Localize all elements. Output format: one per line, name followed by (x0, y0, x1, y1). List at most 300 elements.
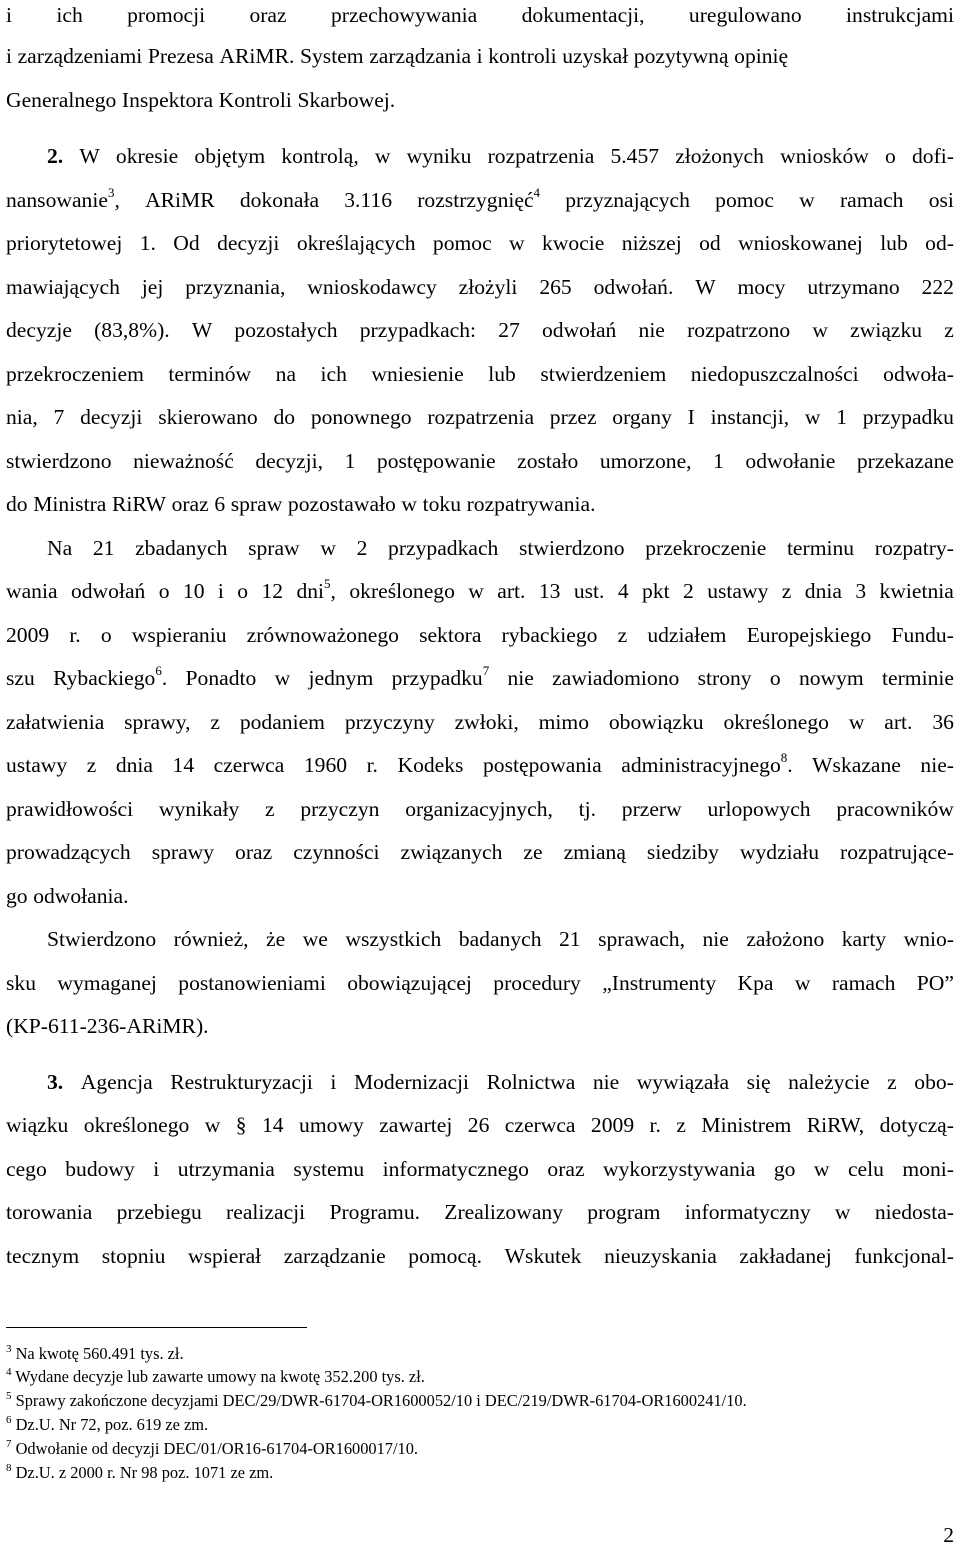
word: nie (638, 318, 665, 342)
word: wszystkich (345, 927, 442, 951)
word: do (273, 405, 296, 429)
word: nia, (6, 405, 38, 429)
word: odwołań (541, 318, 617, 342)
word: postanowieniami (178, 971, 326, 995)
word: ponownego (310, 405, 412, 429)
word: wnio- (903, 927, 954, 951)
word: zarządzeniami (17, 44, 143, 68)
word: z (887, 1070, 897, 1094)
word: Prezesa (147, 44, 214, 68)
footnote-text: Na kwotę 560.491 tys. zł. (11, 1344, 184, 1363)
word: 14 (262, 1113, 284, 1137)
word: określających (296, 231, 416, 255)
word: kwietnia (879, 579, 954, 603)
word: 2 (356, 536, 368, 560)
word: stwierdzono (519, 536, 625, 560)
word: wnioskodawcy (307, 275, 437, 299)
word: informatycznego (382, 1157, 529, 1181)
word: RiRW, (806, 1113, 865, 1137)
word: ich (56, 3, 83, 27)
text-line (6, 1197, 954, 1227)
word: odwołań (70, 579, 146, 603)
word: 2009 (6, 623, 50, 647)
word: ustawy (707, 579, 769, 603)
word: 36 (932, 710, 954, 734)
word: pomoc (432, 231, 492, 255)
word: i (153, 1157, 160, 1181)
word: dokumentacji, (521, 3, 645, 27)
word: (83,8%). (94, 318, 170, 342)
text-line (47, 1067, 954, 1097)
word: administracyjnego$^8$. (621, 749, 793, 777)
word: Kpa (737, 971, 774, 995)
word: ustawy (6, 753, 68, 777)
word: stwierdzeniem (540, 362, 667, 386)
word: decyzje (6, 318, 72, 342)
word: mocy (737, 275, 786, 299)
word: sprawy, (124, 710, 191, 734)
word: 13 (538, 579, 561, 603)
word: wyniku (406, 144, 472, 168)
word: Zrealizowany (444, 1200, 563, 1224)
word: funkcjonal- (854, 1244, 954, 1268)
section-number: 3. (47, 1070, 64, 1094)
word: sprawy (151, 840, 215, 864)
word: postępowanie (376, 449, 496, 473)
word: torowania (6, 1200, 93, 1224)
word: W (191, 318, 213, 342)
word: W (695, 275, 716, 299)
word: instancji, (710, 405, 790, 429)
word: niedosta- (874, 1200, 954, 1224)
footnote (6, 1342, 954, 1366)
word: priorytetowej (6, 231, 123, 255)
word: W (79, 144, 100, 168)
word: wspierał (188, 1244, 262, 1268)
word: z (617, 623, 628, 647)
word: w (374, 144, 391, 168)
word: czynności (293, 840, 380, 864)
word: prawidłowości (6, 797, 134, 821)
word: organizacyjnych, (405, 797, 553, 821)
word: jednym (308, 666, 374, 690)
word: celu (847, 1157, 884, 1181)
word: wymaganej (57, 971, 157, 995)
text-line (6, 185, 954, 215)
word: w (320, 536, 336, 560)
text-line (6, 750, 954, 780)
text-line (47, 533, 954, 563)
word: również, (173, 927, 249, 951)
word: wspieraniu (131, 623, 227, 647)
word: 3.116 (344, 188, 393, 212)
word: pozostawało (287, 492, 396, 516)
word: w (848, 710, 865, 734)
footnote-text: Odwołanie od decyzji DEC/01/OR16-61704-OR1600017/10. (11, 1439, 419, 1458)
word: się (746, 1070, 771, 1094)
word: Ministra (33, 492, 107, 516)
word: zarządzania (369, 44, 472, 68)
word: terminie (882, 666, 954, 690)
word: nansowanie$^3$, (6, 184, 120, 212)
word: przekazane (856, 449, 954, 473)
word: 21 (559, 927, 581, 951)
section-number: 2. (47, 144, 64, 168)
word: Wskutek (504, 1244, 582, 1268)
text-line (6, 228, 954, 258)
word: sprawach, (598, 927, 685, 951)
word: dofi- (912, 144, 954, 168)
word: i (330, 1070, 337, 1094)
text-line (6, 837, 954, 867)
word: dotyczą- (879, 1113, 954, 1137)
word: przypadkach (388, 536, 499, 560)
word: 10 (182, 579, 205, 603)
word: wiązku (6, 1113, 69, 1137)
word: wnioskowanej (738, 231, 863, 255)
footnote-number: 3 (6, 1342, 12, 1355)
word: go (773, 1157, 796, 1181)
text-line (6, 620, 954, 650)
word: program (587, 1200, 661, 1224)
footnote-text: Dz.U. z 2000 r. Nr 98 poz. 1071 ze zm. (11, 1463, 274, 1482)
page-number: 2 (943, 1523, 954, 1547)
word: na (275, 362, 297, 386)
word: 26 (467, 1113, 490, 1137)
word: przyznających (565, 188, 690, 212)
word: go (6, 884, 28, 908)
word: 1. (139, 231, 156, 255)
word: Programu. (329, 1200, 421, 1224)
word: wania (6, 579, 58, 603)
word: przyczyn (300, 797, 380, 821)
word: 2009 (590, 1113, 635, 1137)
word: procedury (493, 971, 581, 995)
word: określonego (349, 579, 455, 603)
word: 1 (344, 449, 356, 473)
word: zakładanej (739, 1244, 832, 1268)
word: Skarbowej. (297, 88, 396, 112)
word: karty (841, 927, 887, 951)
word: podaniem (239, 710, 325, 734)
word: ramach (831, 971, 896, 995)
word: i (6, 3, 12, 27)
text-line (47, 141, 954, 171)
word: wniosków (780, 144, 869, 168)
word: sektora (419, 623, 482, 647)
word: złożonych (675, 144, 764, 168)
word: nie- (920, 753, 954, 777)
word: o (885, 144, 896, 168)
text-line (6, 0, 954, 30)
word: ze (523, 840, 543, 864)
word: wynikały (158, 797, 240, 821)
word: prowadzących (6, 840, 131, 864)
word: udziałem (647, 623, 727, 647)
footnote-ref: 8 (780, 749, 788, 765)
word: rozpatrywania. (466, 492, 596, 516)
footnote-number: 5 (6, 1389, 12, 1402)
word: objętym (194, 144, 266, 168)
word: Wskazane (812, 753, 901, 777)
word: spraw (248, 536, 300, 560)
footnote-text: Sprawy zakończone decyzjami DEC/29/DWR-61704-OR1600052/10 i DEC/219/DWR-61704-OR1600241/10. (11, 1391, 747, 1410)
word: przerw (621, 797, 682, 821)
word: rozpatrzenia (487, 144, 595, 168)
footnote-ref: 5 (324, 575, 331, 591)
word: niedopuszczalności (690, 362, 859, 386)
word: instrukcjami (846, 3, 954, 27)
word: wywiązała (636, 1070, 730, 1094)
word: odwołania. (33, 884, 129, 908)
word: czerwca (504, 1113, 576, 1137)
text-line (6, 489, 954, 519)
word: dnia (115, 753, 153, 777)
word: cego (6, 1157, 47, 1181)
word: Od (173, 231, 200, 255)
word: w (274, 666, 291, 690)
word: w (834, 1200, 851, 1224)
word: decyzji (80, 405, 143, 429)
word: o (237, 579, 249, 603)
word: moni- (902, 1157, 954, 1181)
footnote-ref: 7 (482, 662, 490, 678)
text-line (6, 315, 954, 345)
word: założono (746, 927, 825, 951)
text-line (47, 924, 954, 954)
word: osi (928, 188, 954, 212)
word: promocji (127, 3, 206, 27)
word: zwłoki, (454, 710, 519, 734)
word: w (401, 492, 418, 516)
word: I (687, 405, 695, 429)
word: utrzymania (177, 1157, 275, 1181)
word: § (235, 1113, 247, 1137)
word: 222 (921, 275, 954, 299)
word: r. (366, 753, 378, 777)
word: przekroczenie (645, 536, 767, 560)
word: mawiających (6, 275, 120, 299)
word: 6 (214, 492, 226, 516)
word: urlopowych (707, 797, 811, 821)
word: przypadkach: (359, 318, 477, 342)
text-line (6, 1154, 954, 1184)
word: od- (925, 231, 954, 255)
word: złożyli (458, 275, 518, 299)
word: organy (612, 405, 672, 429)
word: dokonała (239, 188, 320, 212)
word: Ponadto (185, 666, 257, 690)
word: ARiMR (145, 188, 215, 212)
word: art. (884, 710, 913, 734)
word: Fundu- (891, 623, 954, 647)
word: Ministrem (701, 1113, 792, 1137)
word: mimo (538, 710, 589, 734)
word: kontroli (488, 44, 557, 68)
word: RiRW (111, 492, 166, 516)
word: pomocą. (408, 1244, 483, 1268)
word: wykorzystywania (603, 1157, 756, 1181)
word: 2 (683, 579, 694, 603)
word: związku (850, 318, 923, 342)
word: rozpatrzenia (427, 405, 535, 429)
word: stwierdzono (6, 449, 112, 473)
word: Rybackiego$^6$. (53, 662, 168, 690)
word: strony (697, 666, 752, 690)
footnote (6, 1389, 954, 1413)
word: nieważność (133, 449, 234, 473)
word: stopniu (101, 1244, 166, 1268)
word: PO” (916, 971, 954, 995)
word: obowiązku (608, 710, 704, 734)
word: 12 (261, 579, 284, 603)
text-line (6, 85, 954, 115)
word: czerwca (213, 753, 285, 777)
word: szu (6, 666, 35, 690)
text-line (6, 1241, 954, 1271)
word: pkt (642, 579, 670, 603)
word: przypadku (862, 405, 954, 429)
word: że (266, 927, 286, 951)
footnote-text: Dz.U. Nr 72, poz. 619 ze zm. (11, 1415, 209, 1434)
footnote-separator (6, 1327, 307, 1328)
word: i (6, 44, 12, 68)
word: w (204, 1113, 221, 1137)
word: należycie (788, 1070, 870, 1094)
word: w (813, 1157, 830, 1181)
word: 3 (855, 579, 867, 603)
word: 21 (92, 536, 115, 560)
word: odwoła- (883, 362, 954, 386)
word: Restrukturyzacji (170, 1070, 313, 1094)
word: przebiegu (116, 1200, 202, 1224)
word: skierowano (158, 405, 258, 429)
word: odwołanie (745, 449, 836, 473)
text-line (6, 663, 954, 693)
footnote-ref: 4 (533, 184, 541, 200)
word: o (158, 579, 170, 603)
word: rozstrzygnięć$^4$ (417, 184, 541, 212)
word: związanych (400, 840, 503, 864)
word: obowiązującej (347, 971, 472, 995)
word: we (302, 927, 328, 951)
word: zawiadomiono (552, 666, 680, 690)
word: ich (320, 362, 347, 386)
word: r. (649, 1113, 661, 1137)
word: wydziału (739, 840, 820, 864)
word: rybackiego (501, 623, 598, 647)
word: Kodeks (397, 753, 464, 777)
word: nieuzyskania (604, 1244, 717, 1268)
word: nowym (798, 666, 864, 690)
word: w (794, 971, 811, 995)
word: zrównoważonego (246, 623, 399, 647)
word: Agencja (80, 1070, 153, 1094)
word: tj. (578, 797, 597, 821)
word: obo- (914, 1070, 954, 1094)
word: Na (47, 536, 73, 560)
word: zawartej (379, 1113, 453, 1137)
footnote-text: Wydane decyzje lub zawarte umowy na kwotę 352.200 tys. zł. (11, 1367, 425, 1386)
word: terminów (168, 362, 252, 386)
word: załatwienia (6, 710, 105, 734)
text-line (6, 41, 954, 71)
word: sku (6, 971, 36, 995)
word: budowy (65, 1157, 135, 1181)
word: toku (422, 492, 462, 516)
word: odwołań. (593, 275, 674, 299)
word: 14 (172, 753, 195, 777)
word: tecznym (6, 1244, 80, 1268)
word: okresie (115, 144, 179, 168)
word: z (944, 318, 954, 342)
word: umorzone, (599, 449, 692, 473)
word: kontrolą, (281, 144, 359, 168)
word: ust. (573, 579, 605, 603)
word: w (799, 188, 815, 212)
word: r. (69, 623, 81, 647)
text-line (6, 446, 954, 476)
text-line (6, 707, 954, 737)
word: Modernizacji (353, 1070, 470, 1094)
word: pracowników (836, 797, 954, 821)
word: rozpatrzono (687, 318, 791, 342)
word: rozpatrujące- (840, 840, 954, 864)
word: lub (488, 362, 516, 386)
word: przypadku$^7$ (391, 662, 490, 690)
word: ramach (839, 188, 904, 212)
word: 1960 (303, 753, 348, 777)
text-line (6, 359, 954, 389)
word: uregulowano (688, 3, 802, 27)
word: 27 (498, 318, 520, 342)
footnote-number: 4 (6, 1365, 12, 1378)
footnote-number: 8 (6, 1461, 12, 1474)
word: Kontroli (218, 88, 292, 112)
word: terminu (786, 536, 855, 560)
word (47, 141, 63, 171)
word: zarządzanie (283, 1244, 386, 1268)
word: oraz (249, 3, 287, 27)
word: Inspektora (121, 88, 214, 112)
word: badanych (458, 927, 542, 951)
word: 7 (53, 405, 65, 429)
word: w (804, 405, 821, 429)
word: nie (507, 666, 534, 690)
word: pozostałych (234, 318, 338, 342)
word: Rolnictwa (486, 1070, 576, 1094)
footnote (6, 1437, 954, 1461)
text-line (6, 576, 954, 606)
footnote-number: 6 (6, 1413, 12, 1426)
word: decyzji (217, 231, 280, 255)
word: o (100, 623, 112, 647)
word: siedziby (646, 840, 719, 864)
word: jej (141, 275, 164, 299)
word: zbadanych (135, 536, 228, 560)
word: 4 (617, 579, 629, 603)
word (47, 1067, 63, 1097)
word: oraz (547, 1157, 585, 1181)
word: Europejskiego (746, 623, 872, 647)
word: zostało (517, 449, 579, 473)
word: opinię (734, 44, 789, 68)
word: wniesienie (371, 362, 464, 386)
text-line (6, 402, 954, 432)
word: informatyczny (684, 1200, 811, 1224)
word: od (699, 231, 721, 255)
word: art. (497, 579, 526, 603)
